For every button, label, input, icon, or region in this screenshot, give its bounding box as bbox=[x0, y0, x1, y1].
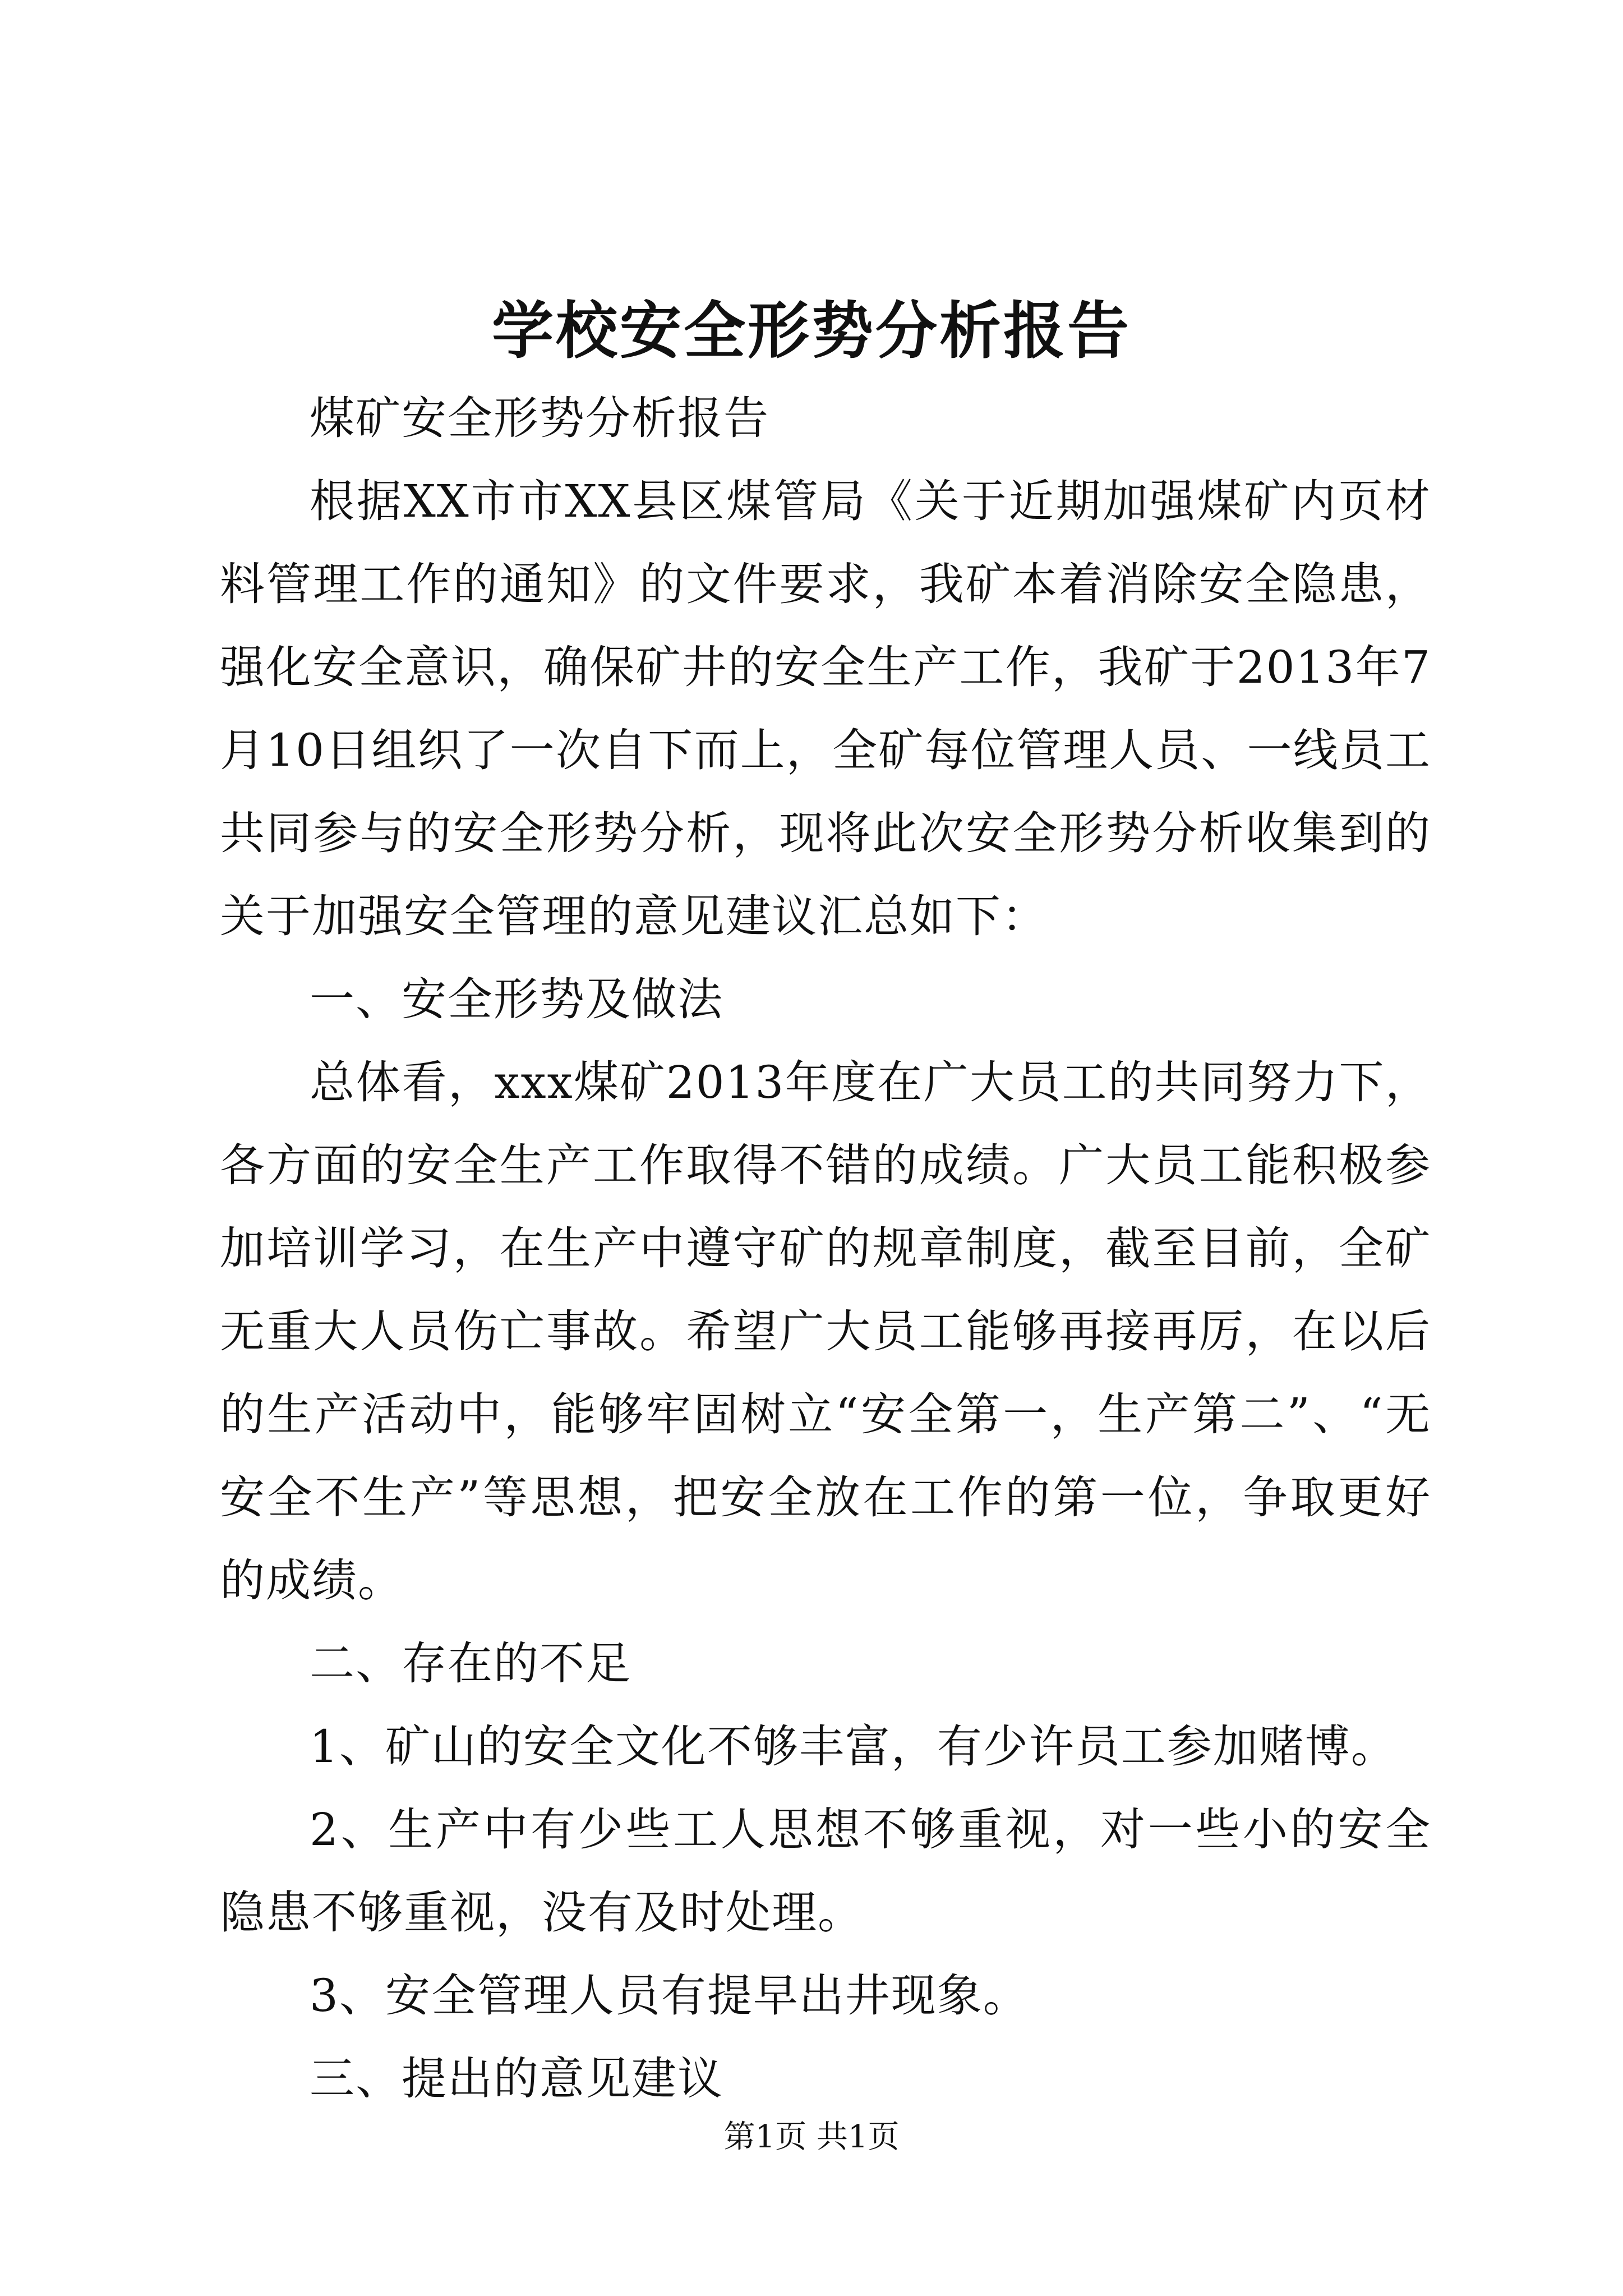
document-body bbox=[220, 377, 1431, 2120]
intro-paragraph: 根据XX市市XX县区煤管局《关于近期加强煤矿内页材料管理工作的通知》的文件要求，我矿本着消除安全隐患，强化安全意识，确保矿井的安全生产工作，我矿于2013年7月10日组织了一次自下而上，全矿每位管理人员、一线员工共同参与的安全形势分析，现将此次安全形势分析收集到的关于加强安全管理的意见建议汇总如下： bbox=[220, 475, 1431, 942]
shortcoming-item-2: 2、生产中有少些工人思想不够重视，对一些小的安全隐患不够重视，没有及时处理。 bbox=[220, 1803, 1431, 1939]
section-heading-1: 一、安全形势及做法 bbox=[310, 973, 723, 1025]
document-title: 学校安全形势分析报告 bbox=[492, 295, 1131, 367]
shortcoming-item-3: 3、安全管理人员有提早出井现象。 bbox=[310, 1970, 1029, 2022]
shortcoming-item-1: 1、矿山的安全文化不够丰富，有少许员工参加赌博。 bbox=[310, 1720, 1397, 1773]
overview-paragraph: 总体看，xxx煤矿2013年度在广大员工的共同努力下，各方面的安全生产工作取得不错的成绩。广大员工能积极参加培训学习，在生产中遵守矿的规章制度，截至目前，全矿无重大人员伤亡事故。希望广大员工能够再接再厉，在以后的生产活动中，能够牢固树立“安全第一，生产第二”、“无安全不生产”等思想，把安全放在工作的第一位，争取更好的成绩。 bbox=[220, 1056, 1431, 1607]
section-heading-2: 二、存在的不足 bbox=[310, 1637, 631, 1690]
section-heading-3: 三、提出的意见建议 bbox=[310, 2053, 723, 2105]
page-footer: 第1页 共1页 bbox=[723, 2119, 900, 2155]
subtitle-paragraph: 煤矿安全形势分析报告 bbox=[310, 392, 769, 444]
